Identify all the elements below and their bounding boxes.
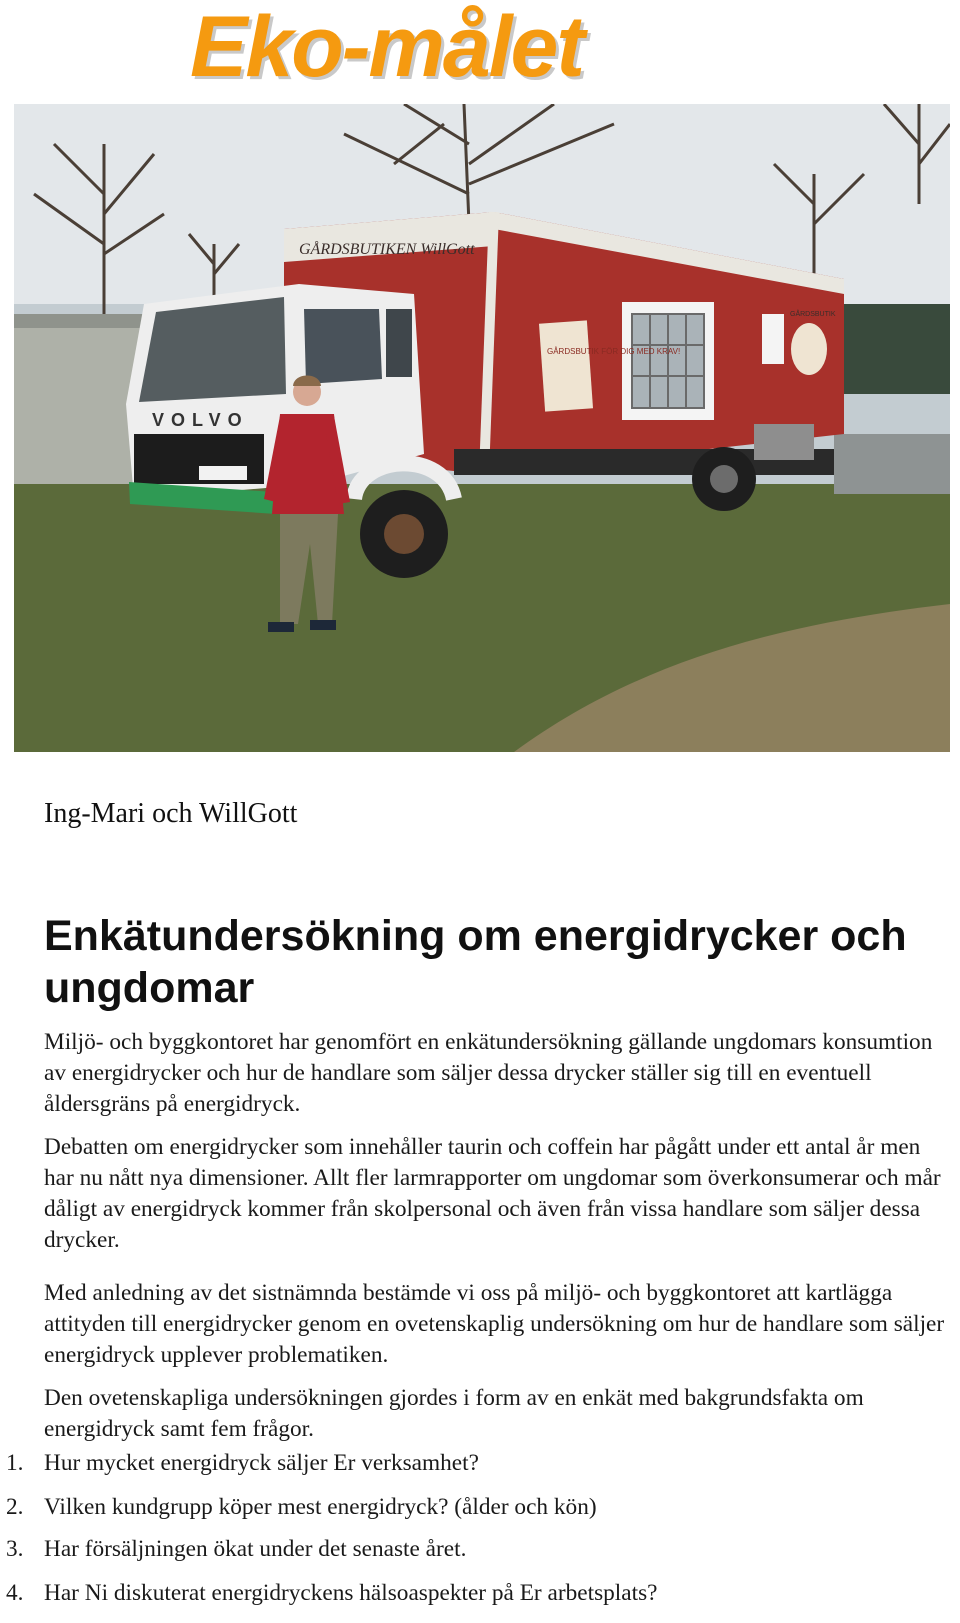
list-text: Hur mycket energidryck säljer Er verksamhet? xyxy=(44,1450,479,1476)
masthead-title: Eko-målet xyxy=(190,0,584,95)
list-item xyxy=(0,1577,960,1609)
paragraph-motivation: Med anledning av det sistnämnda bestämde vi oss på miljö- och byggkontoret att kartlägga attityden till energidrycker genom en ovetenskaplig undersökning om hur de handlare som säljer energidryck upplever problematiken. xyxy=(44,1280,945,1368)
masthead xyxy=(0,0,960,100)
svg-text:GÅRDSBUTIK FÖR DIG MED KRAV!: GÅRDSBUTIK FÖR DIG MED KRAV! xyxy=(547,347,681,356)
side-sign xyxy=(539,320,593,411)
list-number: 2. xyxy=(6,1494,24,1520)
svg-text:GÅRDSBUTIK: GÅRDSBUTIK xyxy=(790,311,836,318)
list-text: Vilken kundgrupp köper mest energidryck? (ålder och kön) xyxy=(44,1494,597,1520)
list-item xyxy=(0,1533,960,1565)
list-item xyxy=(0,1447,960,1479)
truck-brand: VOLVO xyxy=(152,410,249,430)
article-heading: Enkätundersökning om energidrycker och ungdomar xyxy=(44,912,907,1012)
photo-illustration xyxy=(14,104,950,752)
windshield xyxy=(139,297,286,402)
list-text: Har Ni diskuterat energidryckens hälsoaspekter på Er arbetsplats? xyxy=(44,1580,658,1606)
photo-truck-and-woman xyxy=(14,104,950,752)
list-item xyxy=(0,1491,960,1523)
oval-sign xyxy=(791,323,827,375)
paragraph-method: Den ovetenskapliga undersökningen gjordes i form av en enkät med bakgrundsfakta om energidryck samt fem frågor. xyxy=(44,1385,864,1442)
list-number: 1. xyxy=(6,1450,24,1476)
photo-caption: Ing-Mari och WillGott xyxy=(44,798,298,829)
truck-sign: GÅRDSBUTIKEN WillGott xyxy=(299,241,475,258)
paragraph-intro: Miljö- och byggkontoret har genomfört en enkätundersökning gällande ungdomars konsumtion av energidrycker och hur de handlare som säljer dessa drycker ställer sig till en eventuell åldersgräns på energidryck. xyxy=(44,1029,933,1117)
list-number: 4. xyxy=(6,1580,24,1606)
list-number: 3. xyxy=(6,1536,24,1562)
paragraph-debate: Debatten om energidrycker som innehåller taurin och coffein har pågått under ett antal år men har nu nått nya dimensioner. Allt fler larmrapporter om ungdomar som överkonsumerar och mår dåligt av energidryck kommer från skolpersonal och även från vissa handlare som säljer dessa drycker. xyxy=(44,1134,941,1253)
list-text: Har försäljningen ökat under det senaste året. xyxy=(44,1536,467,1562)
